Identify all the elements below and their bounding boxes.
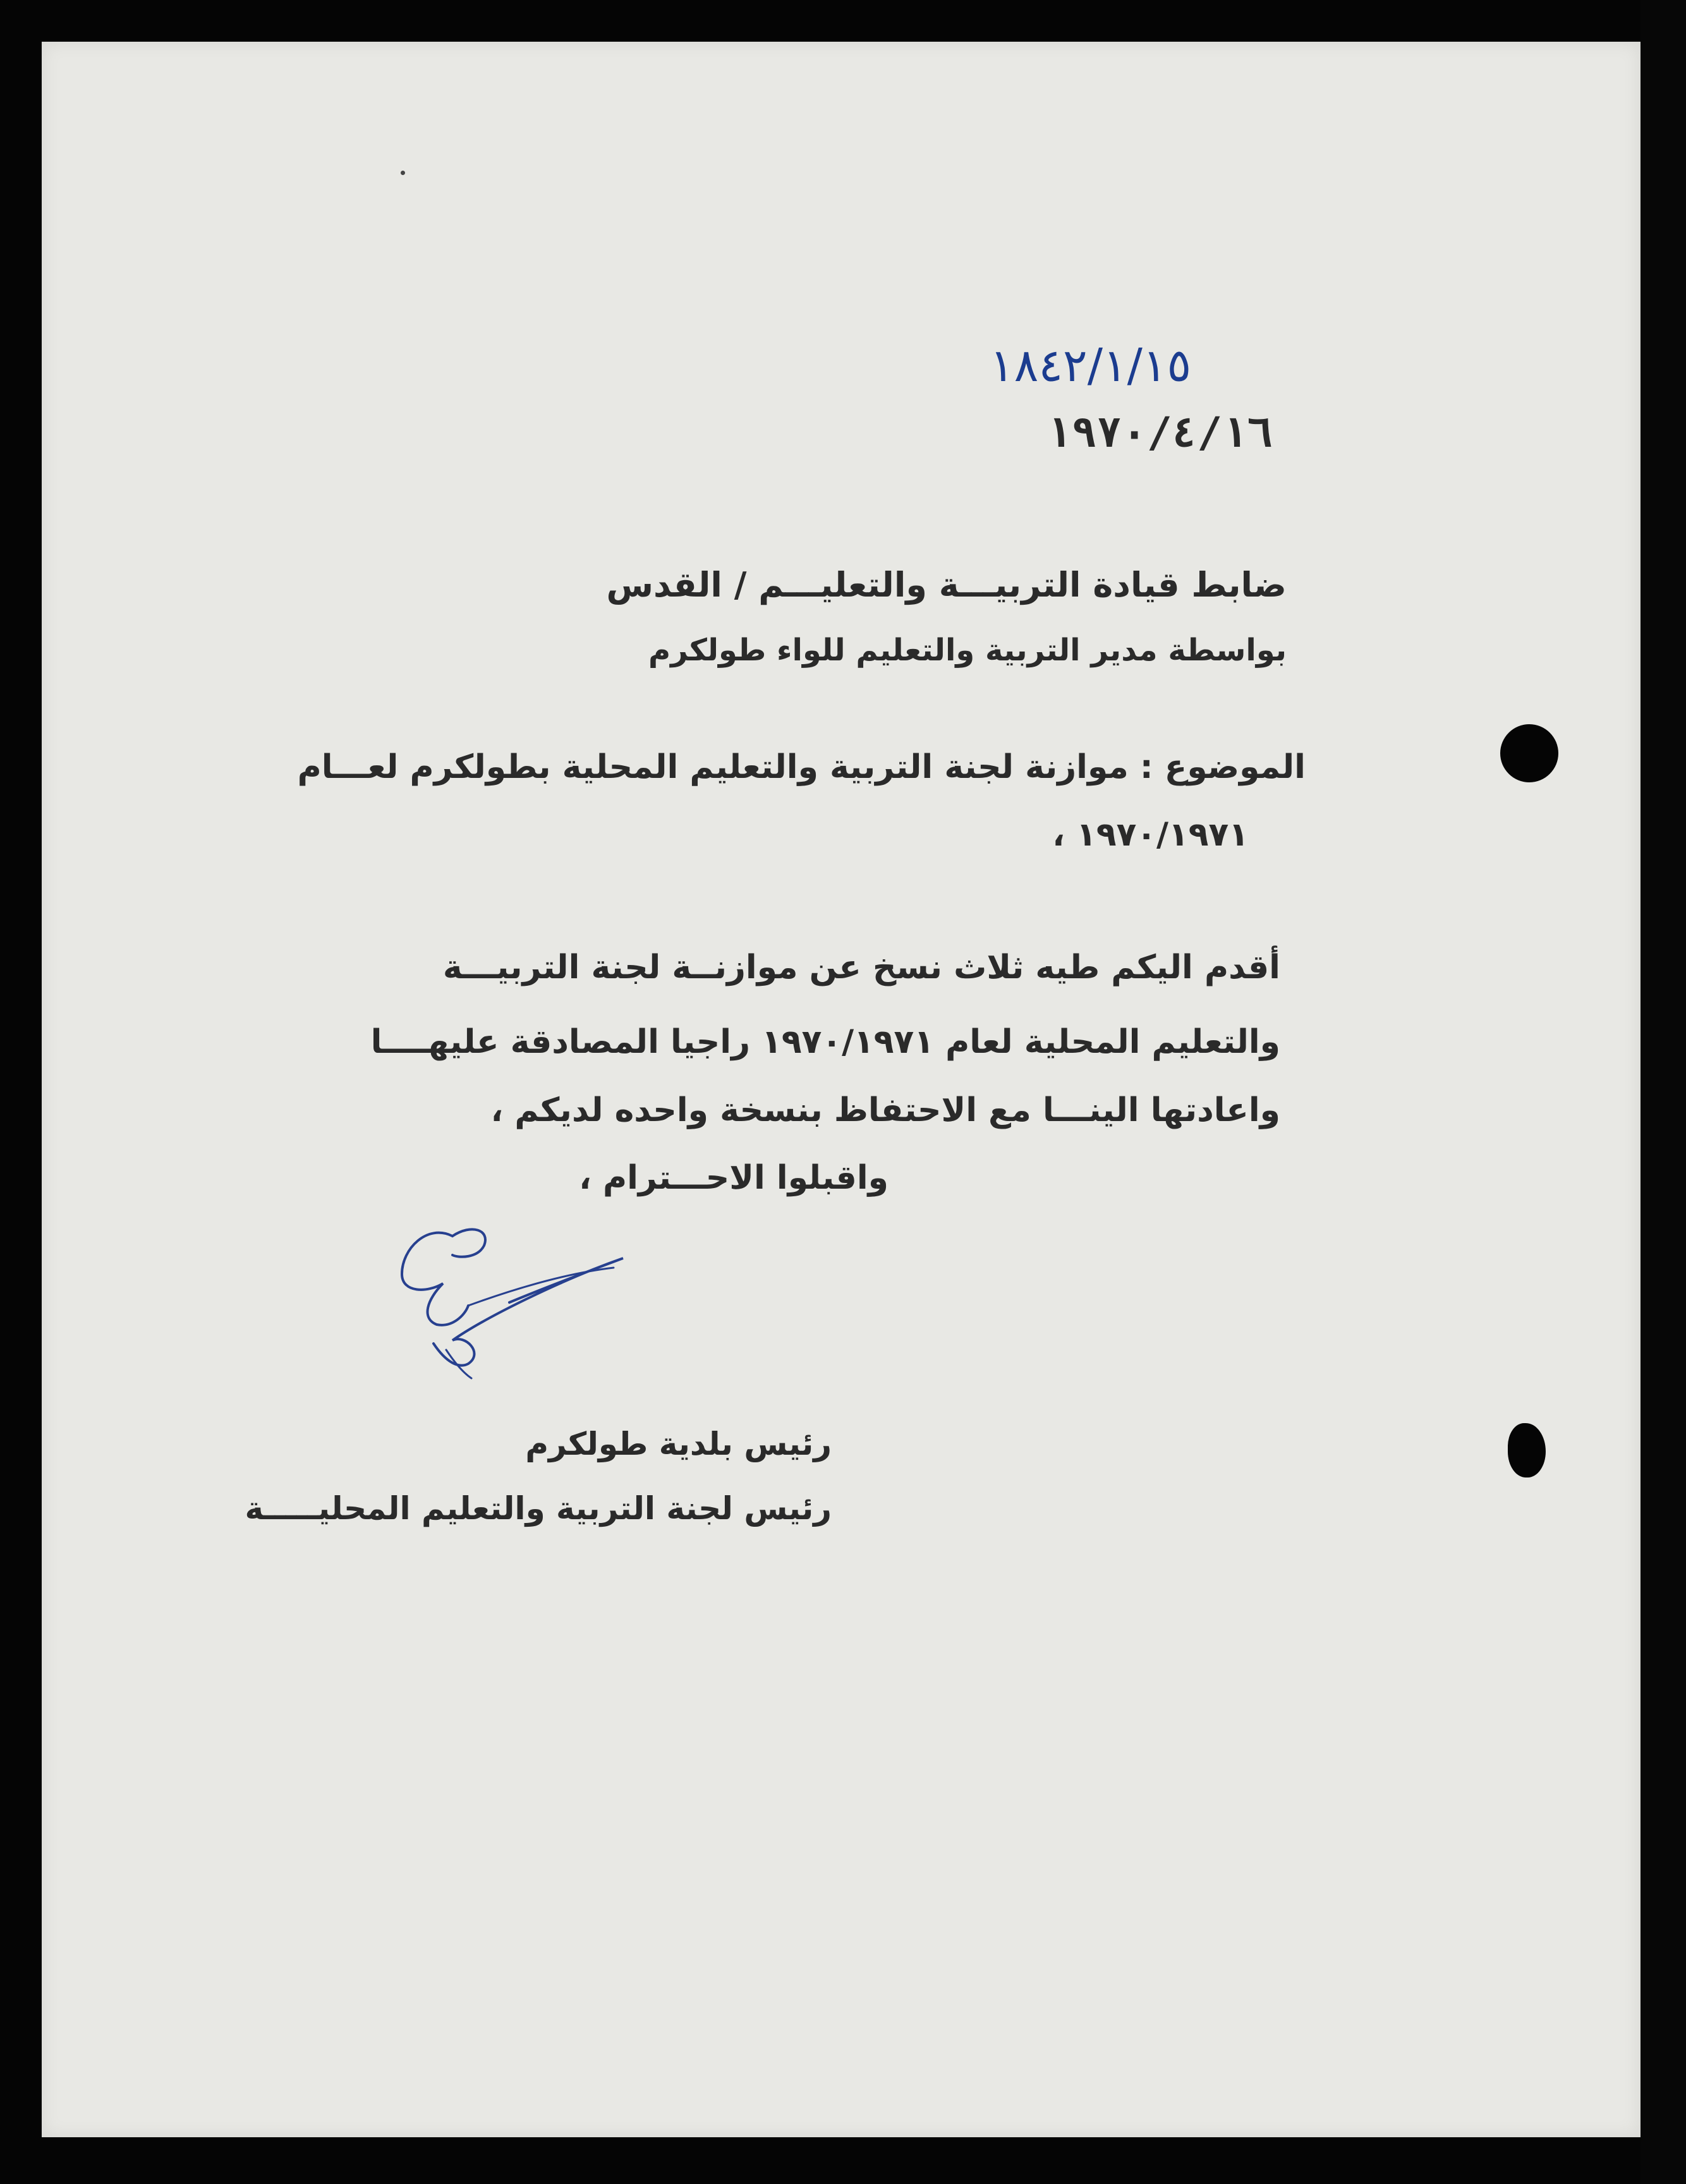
handwritten-signature (358, 1198, 686, 1407)
paper-speck (401, 171, 405, 175)
signatory-title-2: رئيس لجنة التربية والتعليم المحليـــــة (245, 1490, 832, 1527)
body-line-1: أقدم اليكم طيه ثلاث نسخ عن موازنــة لجنة التربيـــة (442, 949, 1280, 986)
subject-line-1: الموضوع : موازنة لجنة التربية والتعليم المحلية بطولكرم لعـــام (297, 748, 1306, 786)
addressee-line-2: بواسطة مدير التربية والتعليم للواء طولكرم (648, 633, 1287, 668)
signatory-title-1: رئيس بلدية طولكرم (525, 1426, 832, 1462)
body-line-3: واعادتها الينـــا مع الاحتفاظ بنسخة واحده لديكم ، (490, 1091, 1280, 1129)
document-page (42, 42, 1641, 2137)
document-date: ١٩٧٠/٤/١٦ (1046, 408, 1273, 457)
punch-hole-top (1500, 724, 1558, 782)
body-line-2: والتعليم المحلية لعام ١٩٧٠/١٩٧١ راجيا المصادقة عليهــــا (370, 1023, 1280, 1061)
addressee-line-1: ضابط قيادة التربيـــة والتعليـــم / القدس (606, 565, 1287, 605)
background-edge (1641, 0, 1686, 2184)
reference-number: ١٨٤٢/١/١٥ (990, 339, 1192, 392)
subject-line-2: ١٩٧٠/١٩٧١ ، (1052, 816, 1249, 854)
closing-line: واقبلوا الاحـــترام ، (579, 1159, 888, 1197)
punch-hole-bottom (1508, 1423, 1546, 1477)
